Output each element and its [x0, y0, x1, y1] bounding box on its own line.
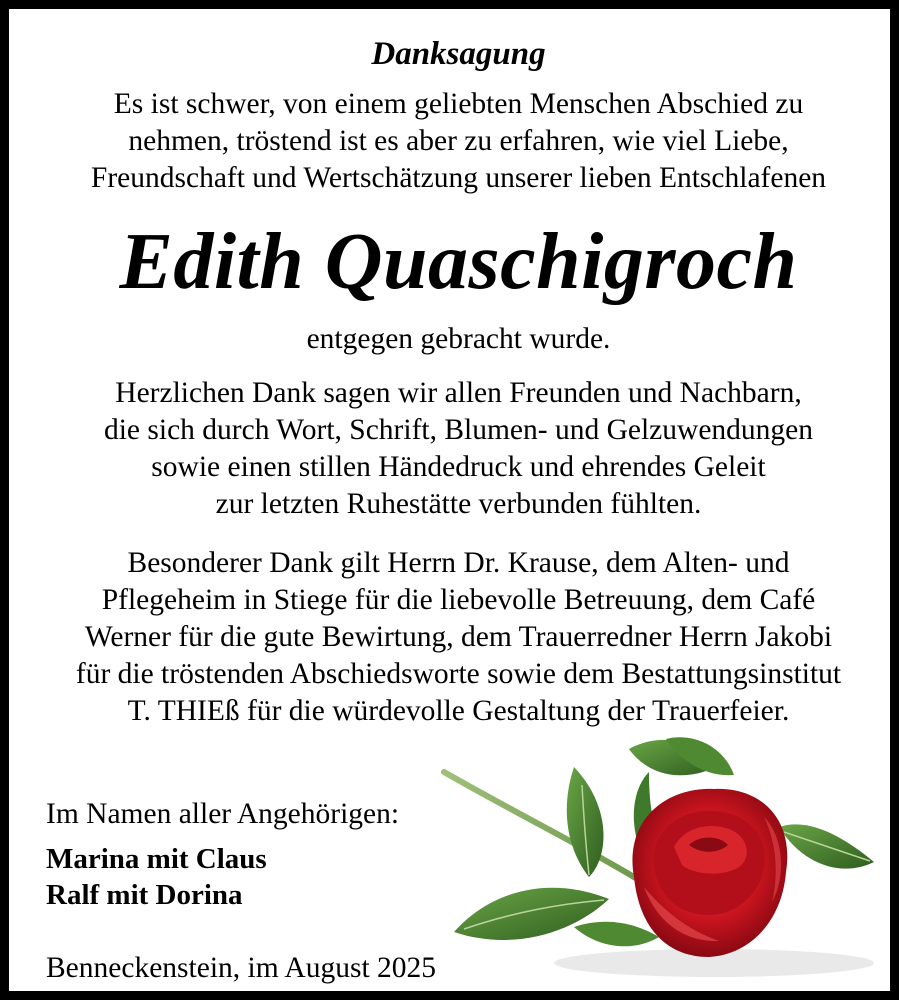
signer-name: Marina mit Claus	[46, 843, 267, 875]
special-thanks-line: Pflegeheim in Stiege für die liebevolle Betreuung, dem Café	[101, 584, 816, 616]
signers-list	[46, 841, 267, 913]
place-date: Benneckenstein, im August 2025	[46, 952, 437, 984]
thanks-line: die sich durch Wort, Schrift, Blumen- und Gelzuwendungen	[103, 414, 814, 446]
intro-line: nehmen, tröstend ist es aber zu erfahren, wie viel Liebe,	[128, 125, 789, 157]
intro-paragraph	[29, 86, 888, 197]
special-thanks-line: T. THIEß für die würdevolle Gestaltung der Trauerfeier.	[127, 695, 790, 727]
thanks-line: zur letzten Ruhestätte verbunden fühlten.	[215, 488, 702, 520]
special-thanks-line: für die tröstenden Abschiedsworte sowie dem Bestattungsinstitut	[75, 658, 842, 690]
deceased-name: Edith Quaschigroch	[119, 218, 798, 306]
intro-ending: entgegen gebracht wurde.	[306, 323, 611, 355]
special-thanks-paragraph	[29, 545, 888, 730]
heading-danksagung: Danksagung	[371, 36, 546, 72]
rose-icon	[434, 727, 884, 985]
thanks-line: sowie einen stillen Händedruck und ehrendes Geleit	[151, 451, 766, 483]
intro-line: Es ist schwer, von einem geliebten Menschen Abschied zu	[113, 88, 804, 120]
special-thanks-line: Werner für die gute Bewirtung, dem Trauerredner Herrn Jakobi	[84, 621, 833, 653]
signer-name: Ralf mit Dorina	[46, 879, 243, 911]
thanks-paragraph	[29, 375, 888, 523]
special-thanks-line: Besonderer Dank gilt Herrn Dr. Krause, dem Alten- und	[127, 547, 790, 579]
intro-line: Freundschaft und Wertschätzung unserer lieben Entschlafenen	[90, 162, 827, 194]
on-behalf-label: Im Namen aller Angehörigen:	[46, 798, 400, 830]
thanks-line: Herzlichen Dank sagen wir allen Freunden und Nachbarn,	[115, 377, 802, 409]
